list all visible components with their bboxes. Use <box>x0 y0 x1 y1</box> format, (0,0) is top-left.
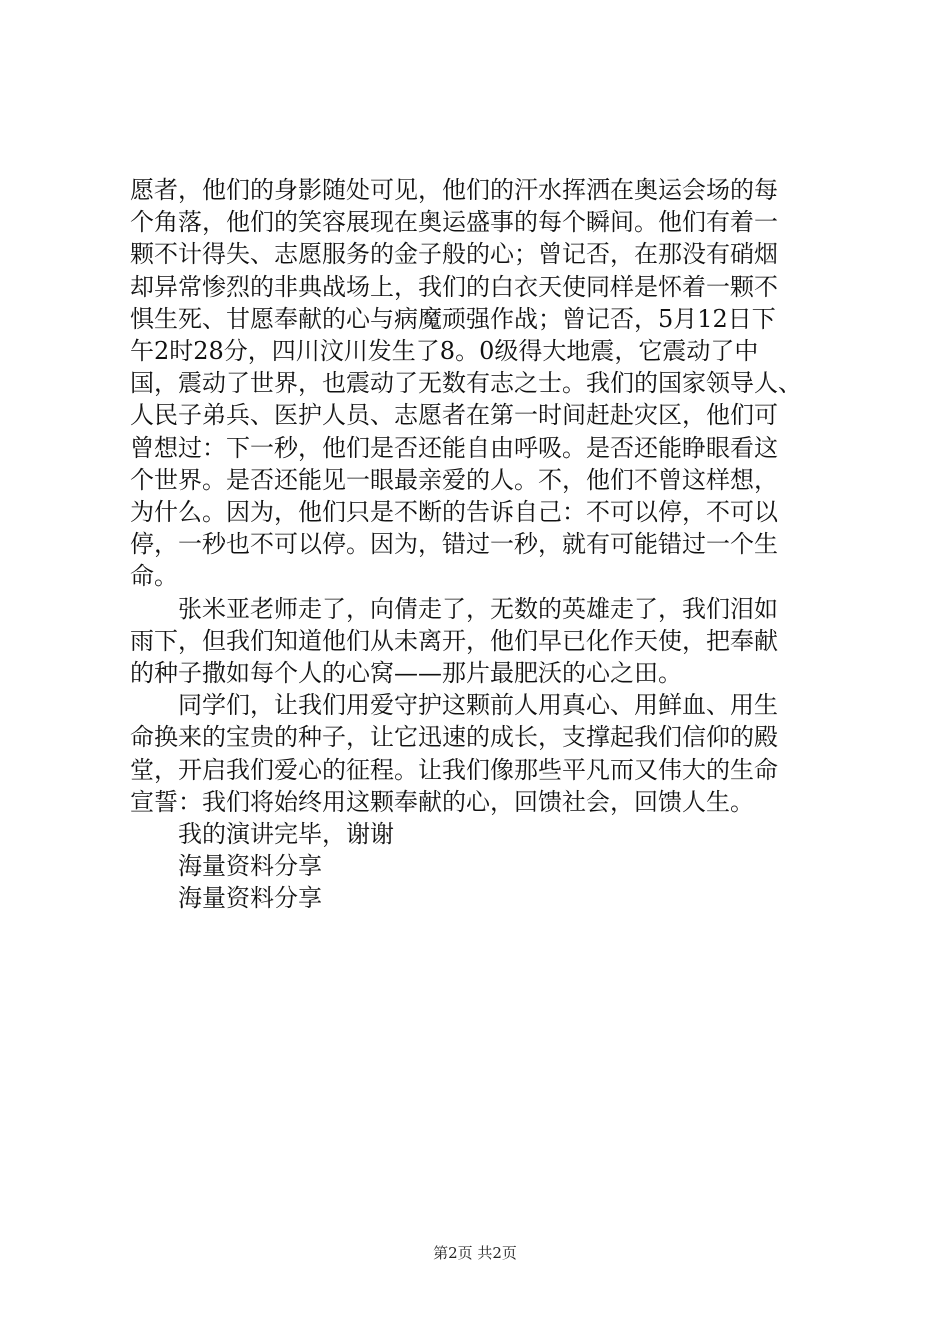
text-line: 堂，开启我们爱心的征程。让我们像那些平凡而又伟大的生命 <box>130 755 778 784</box>
text-line: 午2时28分，四川汶川发生了8。0级得大地震，它震动了中 <box>130 337 759 366</box>
page-footer: 第2页 共2页 <box>433 1244 517 1262</box>
text-line: 停，一秒也不可以停。因为，错过一秒，就有可能错过一个生 <box>130 530 778 559</box>
text-line: 宣誓：我们将始终用这颗奉献的心，回馈社会，回馈人生。 <box>130 787 754 816</box>
text-line: 愿者，他们的身影随处可见，他们的汗水挥洒在奥运会场的每 <box>130 176 778 204</box>
text-line: 却异常惨烈的非典战场上，我们的白衣天使同样是怀着一颗不 <box>130 272 778 301</box>
closing-note: 海量资料分享 <box>178 884 322 913</box>
text-line: 个角落，他们的笑容展现在奥运盛事的每个瞬间。他们有着一 <box>130 208 778 237</box>
closing-note: 海量资料分享 <box>178 852 322 881</box>
text-line: 为什么。因为，他们只是不断的告诉自己：不可以停，不可以 <box>130 498 778 527</box>
text-line: 命。 <box>130 562 178 591</box>
text-line: 命换来的宝贵的种子，让它迅速的成长，支撑起我们信仰的殿 <box>130 723 778 752</box>
text-line: 惧生死、甘愿奉献的心与病魔顽强作战；曾记否，5月12日下 <box>130 304 776 333</box>
text-line: 人民子弟兵、医护人员、志愿者在第一时间赶赴灾区，他们可 <box>130 401 778 430</box>
paragraph-2 <box>130 593 830 690</box>
paragraph-1 <box>130 174 830 593</box>
text-line: 同学们，让我们用爱守护这颗前人用真心、用鲜血、用生 <box>178 691 778 720</box>
document-body <box>130 174 830 915</box>
text-line: 张米亚老师走了，向倩走了，无数的英雄走了，我们泪如 <box>178 594 778 623</box>
text-line: 国，震动了世界，也震动了无数有志之士。我们的国家领导人、 <box>130 369 802 398</box>
closing-lines <box>130 818 830 915</box>
closing-thanks: 我的演讲完毕，谢谢 <box>178 820 394 849</box>
text-line: 个世界。是否还能见一眼最亲爱的人。不，他们不曾这样想， <box>130 465 778 494</box>
text-line: 颗不计得失、志愿服务的金子般的心；曾记否，在那没有硝烟 <box>130 240 778 269</box>
text-line: 曾想过：下一秒，他们是否还能自由呼吸。是否还能睁眼看这 <box>130 433 778 462</box>
text-line: 雨下，但我们知道他们从未离开，他们早已化作天使，把奉献 <box>130 626 778 655</box>
paragraph-3 <box>130 689 830 818</box>
text-line: 的种子撒如每个人的心窝——那片最肥沃的心之田。 <box>130 659 682 688</box>
